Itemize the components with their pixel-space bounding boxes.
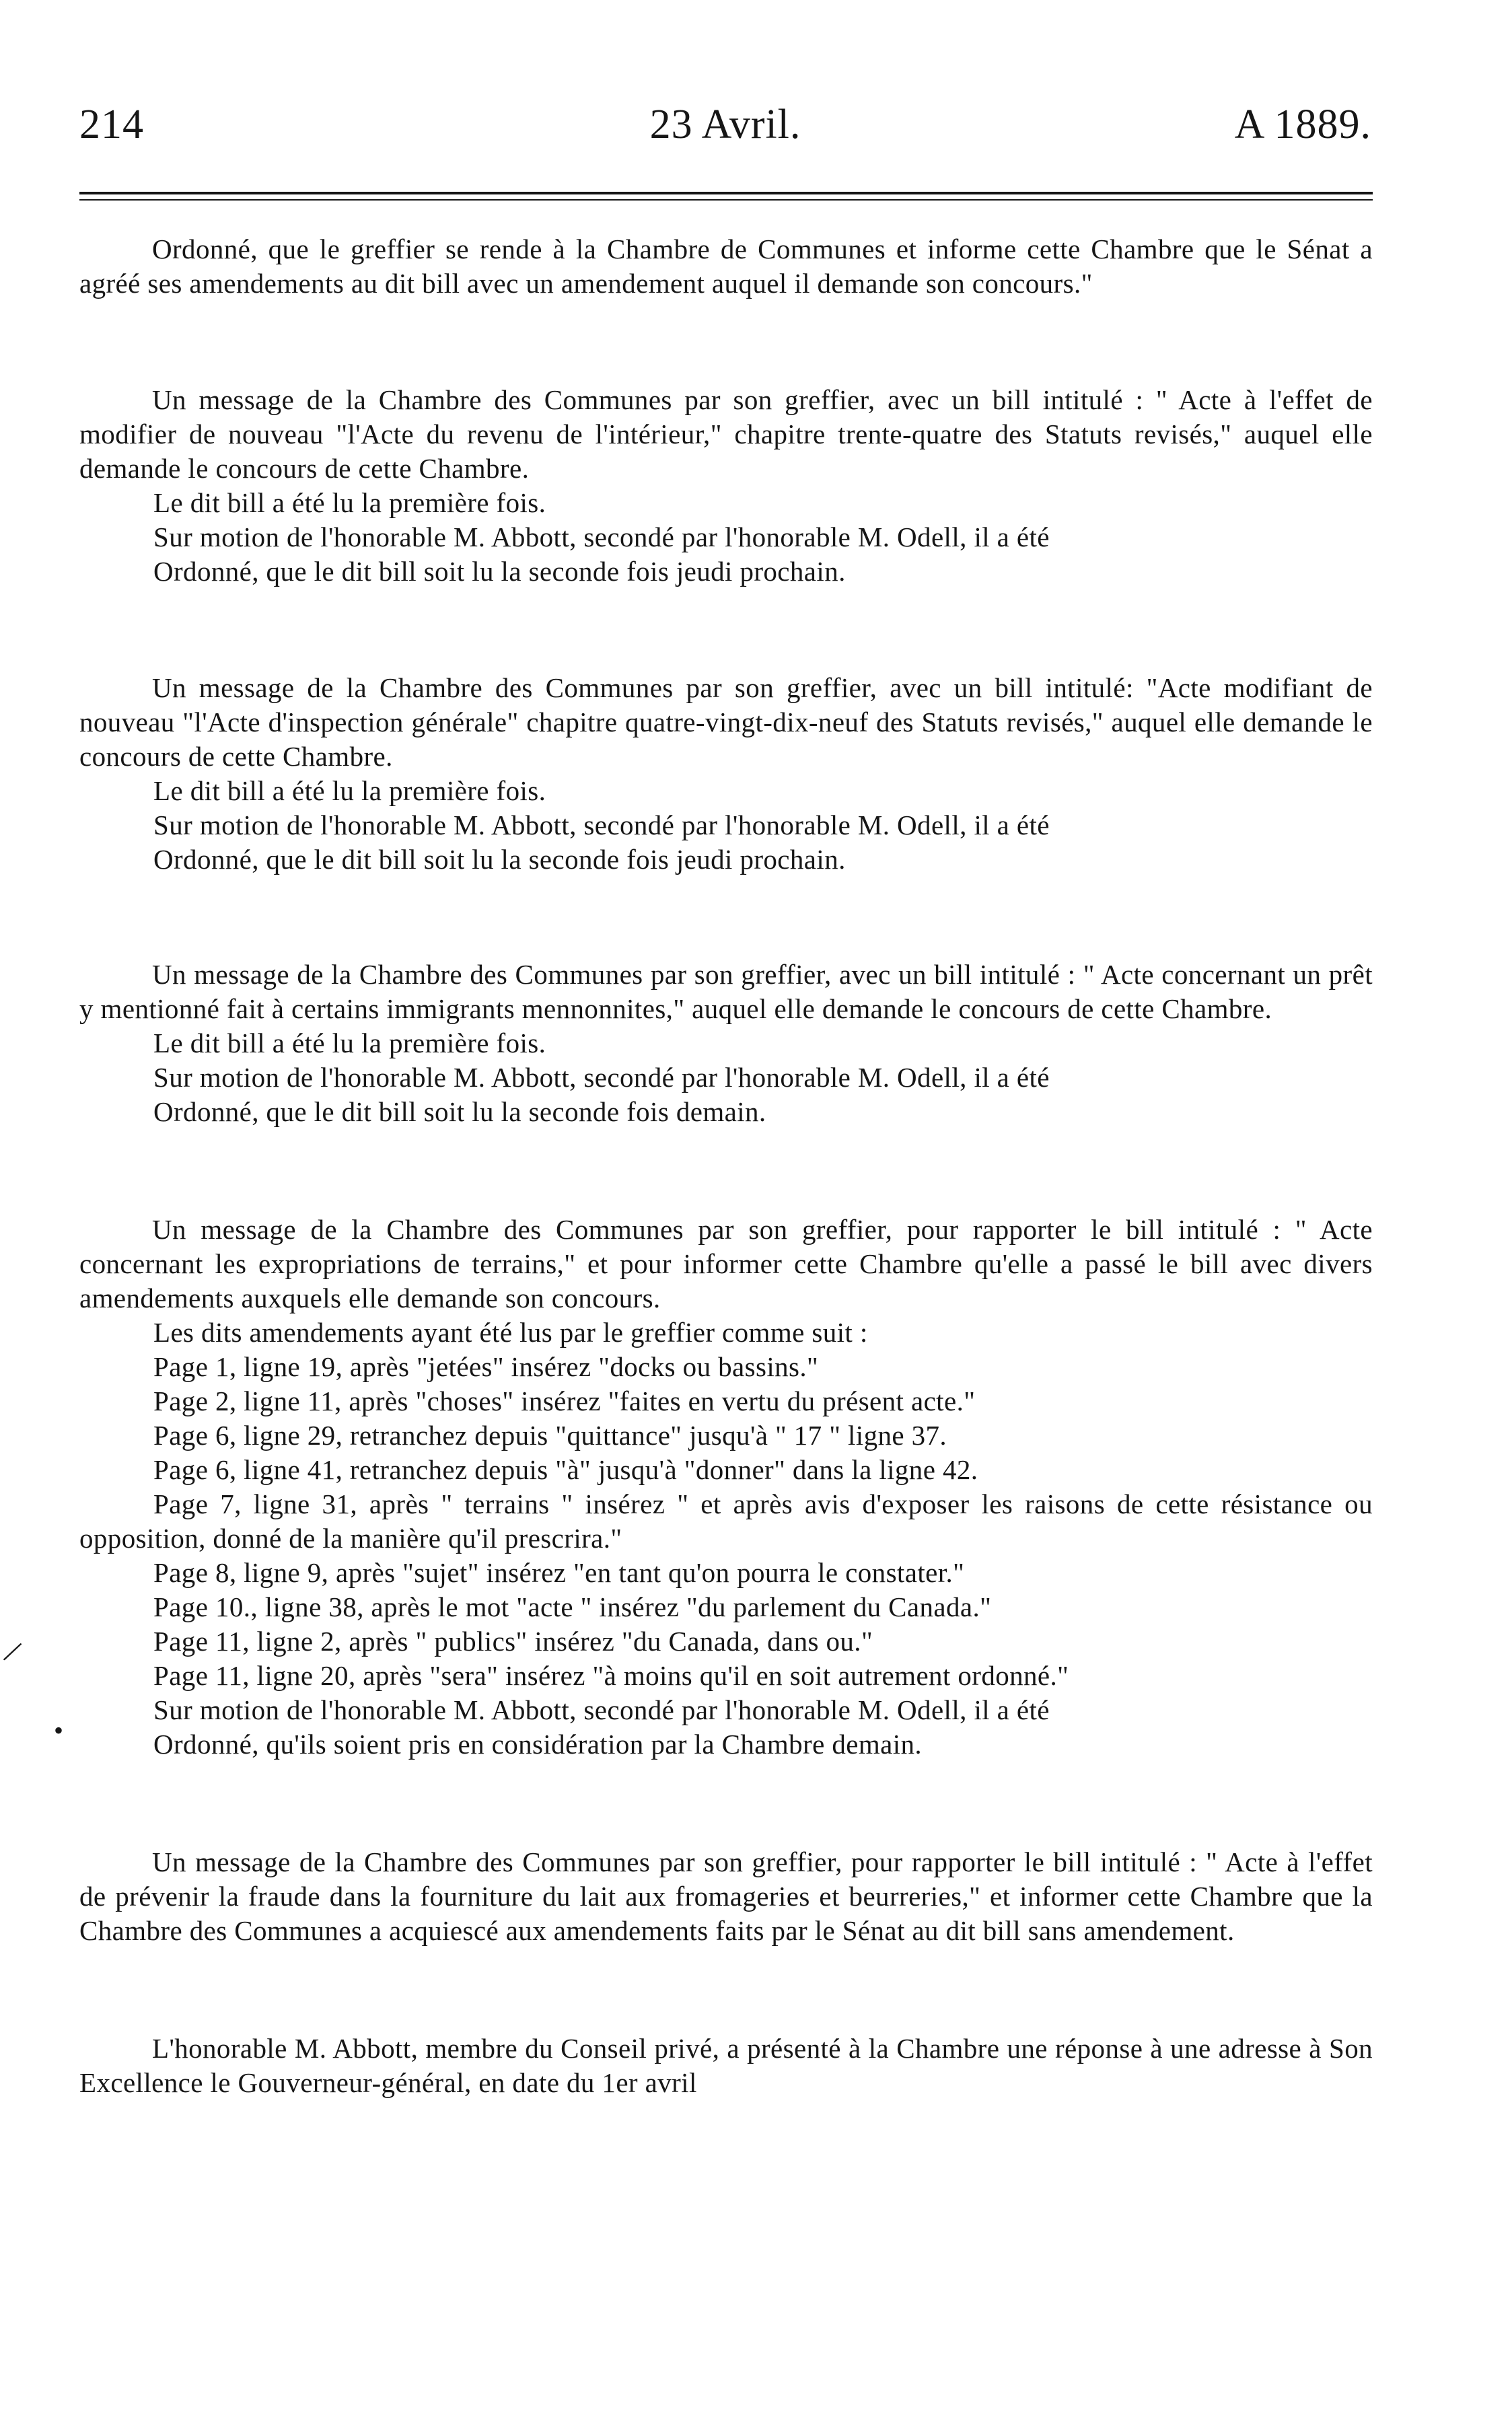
paragraph-gap bbox=[79, 1948, 1373, 2031]
paragraph-message-4: Un message de la Chambre des Communes par son greffier, pour rapporter le bill intitulé : " Acte concernant les expropriations de terrains," et pour informer cette Chambre qu'elle a passé le bill avec divers amendements auxquels elle demande son concours. bbox=[79, 1214, 1373, 1314]
paragraph-gap bbox=[79, 1762, 1373, 1845]
amendment-item: Page 7, ligne 31, après " terrains " insérez " et après avis d'exposer les raisons de cette résistance ou opposition, donné de la manière qu'il prescrira." bbox=[79, 1488, 1373, 1554]
paragraph-message-2: Un message de la Chambre des Communes par son greffier, avec un bill intitulé: "Acte modifiant de nouveau "l'Acte d'inspection générale" chapitre quatre-vingt-dix-neuf des Statuts revisés," auquel elle demande le concours de cette Chambre. bbox=[79, 672, 1373, 772]
amendment-item: Page 6, ligne 41, retranchez depuis "à" jusqu'à "donner" dans la ligne 42. bbox=[153, 1454, 978, 1485]
paragraph-gap bbox=[79, 877, 1373, 958]
margin-dot-mark: • bbox=[54, 1715, 64, 1746]
amendment-item: Page 6, ligne 29, retranchez depuis "quittance" jusqu'à " 17 " ligne 37. bbox=[153, 1420, 947, 1451]
header-date: 23 Avril. bbox=[649, 102, 801, 147]
paragraph-message-3: Un message de la Chambre des Communes par son greffier, avec un bill intitulé : " Acte concernant un prêt y mentionné fait à certains immigrants mennonnites," auquel elle demande le concours de cette Chambre. bbox=[79, 959, 1373, 1024]
amendment-item: Page 1, ligne 19, après "jetées" insérez "docks ou bassins." bbox=[153, 1351, 819, 1382]
header-year: A 1889. bbox=[1234, 102, 1371, 147]
motion-1: Sur motion de l'honorable M. Abbott, secondé par l'honorable M. Odell, il a été bbox=[153, 521, 1050, 552]
motion-3: Sur motion de l'honorable M. Abbott, secondé par l'honorable M. Odell, il a été bbox=[153, 1062, 1050, 1093]
paragraph-gap bbox=[79, 1129, 1373, 1213]
amendment-item: Page 11, ligne 2, après " publics" insérez "du Canada, dans ou." bbox=[153, 1626, 873, 1657]
first-reading-2: Le dit bill a été lu la première fois. bbox=[153, 775, 546, 806]
motion-4: Sur motion de l'honorable M. Abbott, secondé par l'honorable M. Odell, il a été bbox=[153, 1694, 1050, 1725]
order-3: Ordonné, que le dit bill soit lu la seconde fois demain. bbox=[153, 1096, 766, 1127]
order-1: Ordonné, que le dit bill soit lu la seconde fois jeudi prochain. bbox=[153, 556, 846, 587]
paragraph-abbott-response: L'honorable M. Abbott, membre du Conseil privé, a présenté à la Chambre une réponse à une adresse à Son Excellence le Gouverneur-général, en date du 1er avril bbox=[79, 2033, 1373, 2098]
header-rule-thin bbox=[79, 199, 1373, 201]
margin-tick-mark: / bbox=[0, 1632, 26, 1670]
first-reading-1: Le dit bill a été lu la première fois. bbox=[153, 487, 546, 518]
paragraph-continued-order: Ordonné, que le greffier se rende à la Chambre de Communes et informe cette Chambre que le Sénat a agréé ses amendements au dit bill avec un amendement auquel il demande son concours." bbox=[79, 233, 1373, 299]
running-header bbox=[79, 101, 1371, 161]
page-number: 214 bbox=[79, 102, 144, 147]
order-4: Ordonné, qu'ils soient pris en considération par la Chambre demain. bbox=[153, 1729, 923, 1760]
paragraph-gap bbox=[79, 589, 1373, 671]
amendment-item: Page 8, ligne 9, après "sujet" insérez "en tant qu'on pourra le constater." bbox=[153, 1557, 965, 1588]
paragraph-message-1: Un message de la Chambre des Communes par son greffier, avec un bill intitulé : " Acte à l'effet de modifier de nouveau "l'Acte du revenu de l'intérieur," chapitre trente-quatre des Statuts revisés," auquel elle demande le concours de cette Chambre. bbox=[79, 384, 1373, 484]
amendments-intro: Les dits amendements ayant été lus par le greffier comme suit : bbox=[153, 1317, 868, 1348]
paragraph-message-5: Un message de la Chambre des Communes par son greffier, pour rapporter le bill intitulé : " Acte à l'effet de prévenir la fraude dans la fourniture du lait aux fromageries et beurreries," et informer cette Chambre que la Chambre des Communes a acquiescé aux amendements faits par le Sénat au dit bill sans amendement. bbox=[79, 1846, 1373, 1946]
paragraph-gap bbox=[79, 301, 1373, 383]
motion-2: Sur motion de l'honorable M. Abbott, secondé par l'honorable M. Odell, il a été bbox=[153, 809, 1050, 840]
order-2: Ordonné, que le dit bill soit lu la seconde fois jeudi prochain. bbox=[153, 844, 846, 875]
amendment-item: Page 11, ligne 20, après "sera" insérez "à moins qu'il en soit autrement ordonné." bbox=[153, 1660, 1069, 1691]
first-reading-3: Le dit bill a été lu la première fois. bbox=[153, 1028, 546, 1058]
amendment-item: Page 2, ligne 11, après "choses" insérez "faites en vertu du présent acte." bbox=[153, 1386, 976, 1416]
header-rule-thick bbox=[79, 192, 1373, 194]
amendment-item: Page 10., ligne 38, après le mot "acte " insérez "du parlement du Canada." bbox=[153, 1591, 992, 1622]
page-body bbox=[79, 232, 1373, 2100]
